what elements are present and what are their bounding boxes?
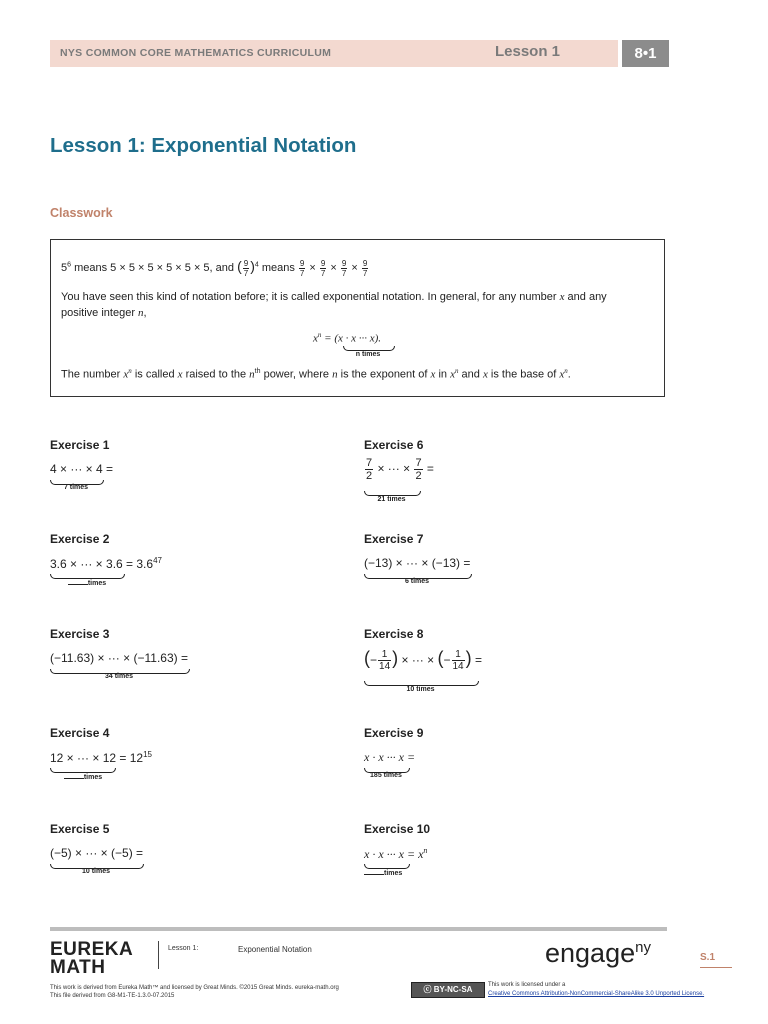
exercise-brace-label: 10 times [406,686,435,693]
exercise-10 [364,822,431,877]
exercise-title: Exercise 7 [364,532,424,546]
exercise-title: Exercise 10 [364,822,431,836]
file-notice: This file derived from G8-M1-TE-1.3.0-07.2015 [50,993,175,999]
exercise-title: Exercise 2 [50,532,110,546]
exercise-7 [364,532,471,585]
exercise-8 [364,627,482,693]
footer-lesson-topic: Exponential Notation [238,945,312,954]
footer-separator [158,941,159,969]
exercise-brace-label: times [364,868,414,877]
page-header [50,40,669,67]
section-heading: Classwork [50,206,113,220]
exponent-formula: $x^n = (x \cdot x$ ··· x). [313,331,382,345]
definition-box [50,239,665,397]
exercise-expression: 12 × ··· × $12 = 12^{15}$ [50,750,152,765]
exercise-title: Exercise 8 [364,627,424,641]
exercise-expression: 3.6 × ··· × $3.6 = 3.6^{47}$ [50,556,162,571]
exercise-expression: (− $\frac{1}{14}$ ) × ··· × (− $\frac{1}{14}$ ) = [364,648,482,673]
exercise-brace-label: 21 times [377,496,406,503]
exercise-5 [50,822,144,875]
exercise-brace-label: 10 times [81,868,111,875]
exercise-3 [50,627,188,680]
exercise-expression: (−11.63) × ··· × (−11.63) = [50,651,188,665]
exercise-brace-label: 185 times [370,772,402,779]
page-number-underline [700,967,732,968]
definition-paragraph: You have seen this kind of notation before; it is called exponential notation. In general, for any number x and any [61,291,607,303]
derived-notice: This work is derived from Eureka Math™ and licensed by Great Minds. ©2015 Great Minds. eureka-math.org [50,985,339,991]
page-number: S.1 [700,952,716,963]
exercise-title: Exercise 5 [50,822,110,836]
exercise-6 [364,438,434,503]
page-title: Lesson 1: Exponential Notation [50,134,357,157]
exercise-brace-label: 6 times [404,578,430,585]
exercise-title: Exercise 4 [50,726,110,740]
exercise-brace-label: times [58,772,108,781]
module-badge: 8•1 [622,40,669,67]
license-link[interactable]: Creative Commons Attribution-NonCommercial-ShareAlike 3.0 Unported License. [488,991,705,997]
exercise-expression: $\frac{7}{2}$ × ··· × $\frac{7}{2}$ = [366,457,434,482]
exercise-brace-label: 34 times [104,673,134,680]
lesson-label: Lesson 1 [494,43,560,60]
eureka-math-logo: EUREKA MATH [50,939,134,978]
license-notice: This work is licensed under a [488,982,566,988]
footer-lesson-label: Lesson 1: [168,945,199,952]
exercise-title: Exercise 6 [364,438,424,452]
exercise-2 [50,532,162,587]
definition-paragraph-2: positive integer n, [61,307,147,319]
definition-line-1: $5^6$ means 5 × 5 × 5 × 5 × 5 × 5, and ( $\frac{9}{7}$ )$^4$ means $\frac{9}{7}$ × $\frac{9}{7}$ × $\frac{9}{7}$ × $\frac{9}{7}$ [61,258,368,278]
formula-brace-label: n times [355,351,381,358]
answer-blank[interactable] [364,868,384,875]
exercise-1 [50,438,114,491]
definition-summary: The number $x^n$ is called x raised to the $n^{th}$ power, where n is the exponent of x in $x^n$ and x is the base of $x^n$. [61,367,571,381]
exercise-brace-label: 7 times [63,484,89,491]
exercise-expression: x · x ··· $x = x^n$ [364,846,428,861]
creative-commons-badge: ⓒ BY-NC-SA [411,982,485,998]
exercise-expression: 4 × ··· × 4 = [50,462,114,476]
header-bar [50,40,618,67]
exercise-title: Exercise 9 [364,726,424,740]
engageny-logo: engage$^{ny}$ [545,938,651,968]
exercise-title: Exercise 3 [50,627,110,641]
exercise-9 [364,726,424,779]
answer-blank[interactable] [64,772,84,779]
exercise-brace-label: times [62,578,112,587]
exercise-expression: (−13) × ··· × (−13) = [364,556,471,570]
exercise-title: Exercise 1 [50,438,110,452]
curriculum-label: NYS COMMON CORE MATHEMATICS CURRICULUM [60,47,332,59]
answer-blank[interactable] [68,578,88,585]
exercise-4 [50,726,152,781]
exercise-expression: x · x ··· x = [364,750,416,764]
footer-divider [50,927,667,931]
exercise-expression: (−5) × ··· × (−5) = [50,846,144,860]
